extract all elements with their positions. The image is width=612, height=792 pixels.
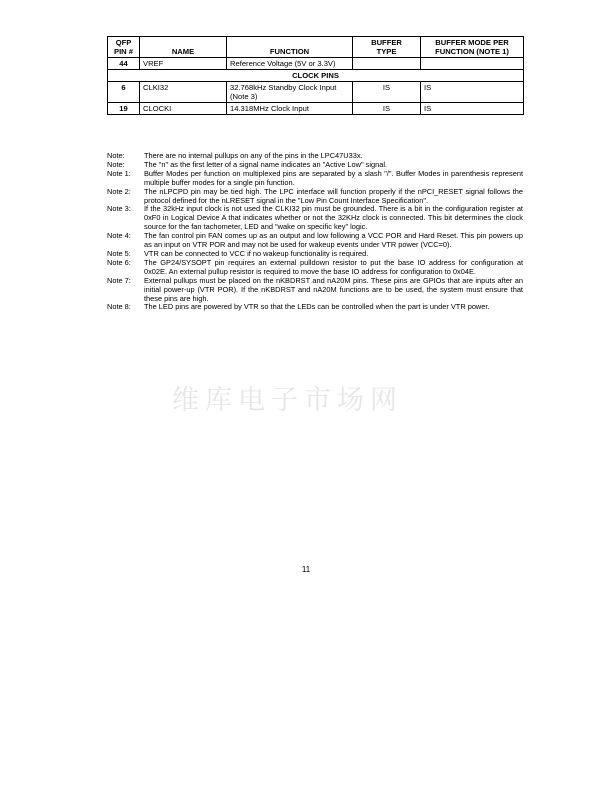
header-buffer-mode: BUFFER MODE PER FUNCTION (NOTE 1) [421,37,524,58]
pin-buffer-type: IS [353,82,421,103]
note-text: The LED pins are powered by VTR so that the LEDs can be controlled when the part is under VTR power. [144,302,490,312]
header-name: NAME [140,37,227,58]
table-row [108,103,524,115]
note-label: Note 2: [107,186,131,196]
note-item [107,205,523,232]
note-label: Note: [107,159,125,169]
section-row [108,70,524,82]
notes-section [107,152,523,312]
note-label: Note 4: [107,231,131,241]
pin-buffer-type [353,58,421,70]
note-item [107,232,523,250]
pin-name: CLKI32 [140,82,227,103]
note-text: The nLPCPD pin may be tied high. The LPC interface will function properly if the nPCI_RESET signal follows the protocol defined for the nLRESET signal in the "Low Pin Count Interface Specification". [144,186,523,205]
note-label: Note 1: [107,168,131,178]
note-text: Buffer Modes per function on multiplexed pins are separated by a slash "/". Buffer Modes in parenthesis represent multiple buffer modes for a single pin function. [144,168,523,187]
pin-description-table [107,36,524,115]
note-item [107,259,523,277]
note-label: Note 7: [107,275,131,285]
note-item [107,303,523,312]
note-label: Note: [107,151,125,160]
note-text: The GP24/SYSOPT pin requires an external pulldown resistor to put the base IO address for configuration at 0x02E. An external pullup resistor is required to move the base IO address for configuration to 0x04E. [144,257,523,276]
note-item [107,170,523,188]
note-item [107,277,523,304]
pin-function: 14.318MHz Clock Input [227,103,353,115]
pin-name: CLOCKI [140,103,227,115]
pin-name: VREF [140,58,227,70]
header-buffer-type: BUFFER TYPE [353,37,421,58]
pin-function: Reference Voltage (5V or 3.3V) [227,58,353,70]
page-number: 11 [301,565,311,574]
note-text: External pullups must be placed on the nKBDRST and nA20M pins. These pins are GPIOs that are inputs after an initial power-up (VTR POR). If the nKBDRST and nA20M functions are to be used, the system must ensure that these pins are high. [144,275,523,303]
note-text: The fan control pin FAN comes up as an output and low following a VCC POR and Hard Reset. This pin powers up as an input on VTR POR and may not be used for wakeup events under VTR power (VCC=0). [144,231,523,250]
table-row [108,58,524,70]
pin-buffer-mode [421,58,524,70]
note-label: Note 5: [107,248,131,258]
table-header-row [108,37,524,58]
table-row [108,82,524,103]
pin-buffer-mode: IS [421,82,524,103]
header-function: FUNCTION [227,37,353,58]
pin-number: 44 [108,58,140,70]
header-qfp-pin: QFP PIN # [108,37,140,58]
note-text: There are no internal pullups on any of the pins in the LPC47U33x. [144,151,363,160]
pin-buffer-type: IS [353,103,421,115]
note-label: Note 8: [107,302,131,312]
note-text: The "n" as the first letter of a signal name indicates an "Active Low" signal. [144,159,388,169]
watermark: 维库电子市场网 [172,385,403,416]
note-label: Note 3: [107,204,131,214]
pin-function: 32.768kHz Standby Clock Input (Note 3) [227,82,353,103]
note-text: VTR can be connected to VCC if no wakeup functionality is required. [144,248,369,258]
note-label: Note 6: [107,257,131,267]
note-item [107,188,523,206]
note-text: If the 32kHz input clock is not used the CLKI32 pin must be grounded. There is a bit in the configuration register at 0xF0 in Logical Device A that indicates whether or not the 32KHz clock is connected. This bit determines the clock source for the fan tachometer, LED and "wake on specific key" logic. [144,204,523,232]
pin-number: 19 [108,103,140,115]
pin-number: 6 [108,82,140,103]
section-title-clock-pins: CLOCK PINS [108,70,524,82]
pin-buffer-mode: IS [421,103,524,115]
